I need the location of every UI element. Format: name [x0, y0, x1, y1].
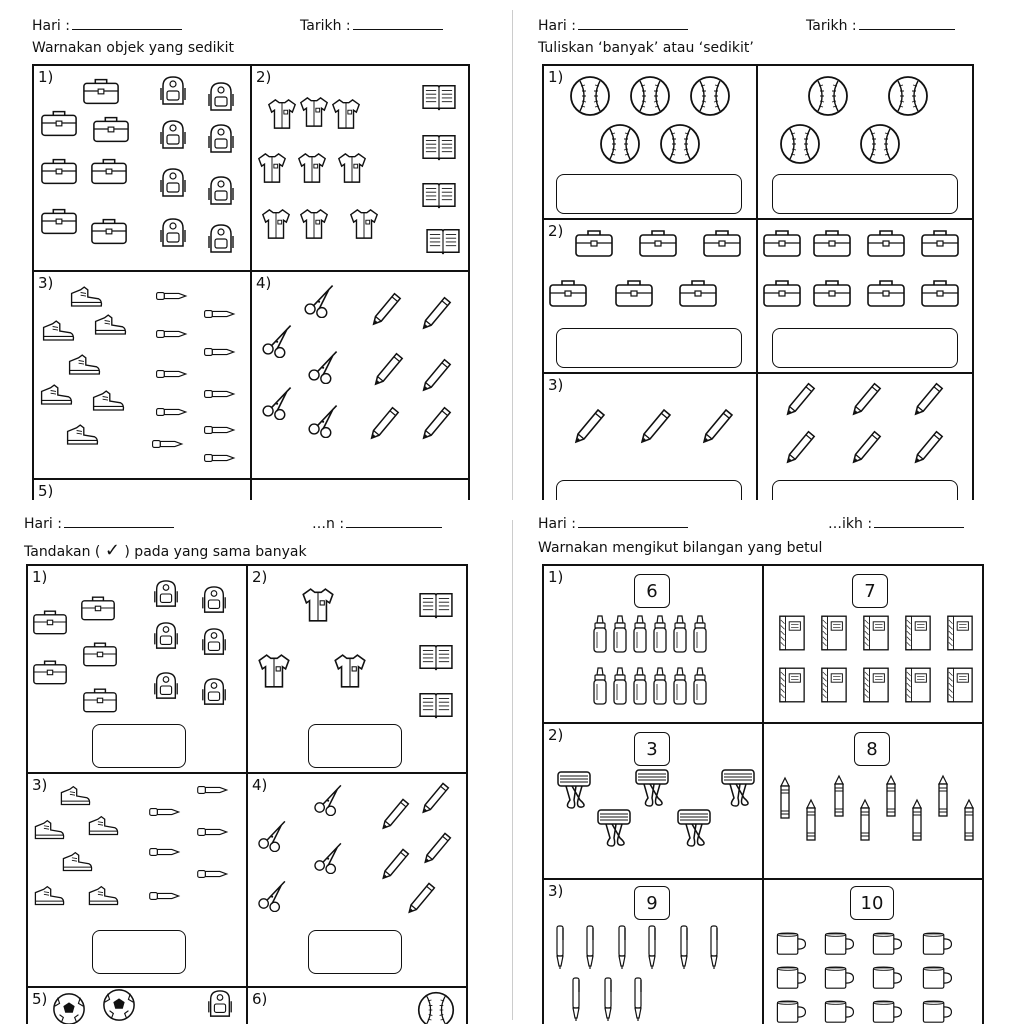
backpack-icon[interactable]	[158, 166, 188, 200]
crayon-icon[interactable]	[910, 798, 924, 844]
notebook-icon[interactable]	[904, 666, 932, 704]
school-bag-icon[interactable]	[548, 278, 588, 308]
backpack-icon[interactable]	[206, 988, 234, 1020]
glue-bottle-icon[interactable]	[632, 614, 648, 654]
hari-label: Hari :	[24, 516, 62, 532]
pen-icon[interactable]	[202, 388, 238, 400]
shirt-icon[interactable]	[256, 652, 292, 690]
school-bag-icon[interactable]	[82, 76, 120, 106]
pen-icon[interactable]	[154, 290, 190, 302]
mug-icon[interactable]	[822, 964, 856, 992]
worksheet-bottom-left	[0, 512, 500, 1024]
pen-icon[interactable]	[148, 806, 182, 818]
pen-icon[interactable]	[154, 328, 190, 340]
mug-icon[interactable]	[920, 998, 954, 1024]
row-3-left	[544, 374, 756, 500]
pencil-icon[interactable]	[780, 378, 818, 416]
glue-bottle-icon[interactable]	[652, 614, 668, 654]
book-icon[interactable]	[416, 590, 456, 620]
glue-bottle-icon[interactable]	[672, 666, 688, 706]
shirt-icon[interactable]	[298, 94, 330, 130]
cell-number: 5)	[32, 990, 48, 1008]
ballpoint-icon[interactable]	[616, 924, 628, 970]
binder-clip-icon[interactable]	[632, 768, 672, 808]
school-bag-icon[interactable]	[32, 658, 68, 686]
pencil-icon[interactable]	[368, 348, 406, 386]
row-1-right	[764, 566, 982, 722]
binder-clip-icon[interactable]	[554, 770, 594, 810]
crayon-icon[interactable]	[936, 774, 950, 820]
row-number: 3)	[548, 376, 564, 394]
baseball-icon[interactable]	[416, 990, 456, 1024]
mug-icon[interactable]	[920, 930, 954, 958]
row-number: 1)	[548, 568, 564, 586]
backpack-icon[interactable]	[206, 80, 236, 114]
pencil-icon[interactable]	[568, 404, 608, 444]
book-icon[interactable]	[420, 132, 458, 162]
school-bag-icon[interactable]	[812, 278, 852, 308]
cell-number: 1)	[32, 568, 48, 586]
exercise-cell-1	[28, 566, 246, 772]
pen-icon[interactable]	[148, 890, 182, 902]
mug-icon[interactable]	[774, 964, 808, 992]
shoe-icon[interactable]	[32, 818, 66, 842]
school-bag-icon[interactable]	[90, 216, 128, 246]
answer-box[interactable]	[308, 724, 402, 768]
row-2-left	[544, 724, 762, 878]
school-bag-icon[interactable]	[80, 594, 116, 622]
pen-icon[interactable]	[154, 406, 190, 418]
school-bag-icon[interactable]	[866, 278, 906, 308]
row-2-left	[544, 220, 756, 372]
shoe-icon[interactable]	[38, 382, 74, 408]
row-2-right	[758, 220, 974, 372]
notebook-icon[interactable]	[820, 666, 848, 704]
school-bag-icon[interactable]	[920, 278, 960, 308]
shoe-icon[interactable]	[68, 284, 104, 310]
baseball-icon[interactable]	[688, 74, 732, 118]
cell-number: 1)	[38, 68, 54, 86]
check-mark-icon: ✓	[104, 540, 120, 561]
school-bag-icon[interactable]	[762, 278, 802, 308]
book-icon[interactable]	[416, 642, 456, 672]
instruction-text	[24, 540, 307, 561]
school-bag-icon[interactable]	[574, 228, 614, 258]
exercise-cell-1	[34, 66, 250, 270]
mug-icon[interactable]	[870, 998, 904, 1024]
count-box: 6	[634, 574, 670, 608]
glue-bottle-icon[interactable]	[612, 666, 628, 706]
tarikh-field	[312, 516, 442, 532]
book-icon[interactable]	[420, 82, 458, 112]
shirt-icon[interactable]	[336, 150, 368, 186]
shoe-icon[interactable]	[66, 352, 102, 378]
ballpoint-icon[interactable]	[570, 976, 582, 1022]
baseball-icon[interactable]	[658, 122, 702, 166]
cell-number: 2)	[256, 68, 272, 86]
pen-icon[interactable]	[202, 452, 238, 464]
ballpoint-icon[interactable]	[584, 924, 596, 970]
binder-clip-icon[interactable]	[674, 808, 714, 848]
exercise-cell-2	[248, 566, 466, 772]
book-icon[interactable]	[420, 180, 458, 210]
pen-icon[interactable]	[154, 368, 190, 380]
school-bag-icon[interactable]	[40, 206, 78, 236]
glue-bottle-icon[interactable]	[692, 614, 708, 654]
pencil-icon[interactable]	[416, 402, 454, 440]
tarikh-label: Tarikh :	[806, 18, 857, 34]
shoe-icon[interactable]	[86, 814, 120, 838]
mug-icon[interactable]	[870, 930, 904, 958]
shirt-icon[interactable]	[296, 150, 328, 186]
shoe-icon[interactable]	[92, 312, 128, 338]
row-number: 3)	[548, 882, 564, 900]
shirt-icon[interactable]	[298, 206, 330, 242]
binder-clip-icon[interactable]	[594, 808, 634, 848]
count-box: 10	[850, 886, 894, 920]
backpack-icon[interactable]	[200, 676, 228, 708]
notebook-icon[interactable]	[820, 614, 848, 652]
pencil-icon[interactable]	[402, 878, 438, 914]
glue-bottle-icon[interactable]	[652, 666, 668, 706]
hari-field	[538, 18, 688, 34]
count-box: 9	[634, 886, 670, 920]
pencil-icon[interactable]	[846, 426, 884, 464]
baseball-icon[interactable]	[598, 122, 642, 166]
backpack-icon[interactable]	[152, 578, 180, 610]
hari-label: Hari :	[32, 18, 70, 34]
school-bag-icon[interactable]	[40, 156, 78, 186]
school-bag-icon[interactable]	[614, 278, 654, 308]
hari-label: Hari :	[538, 18, 576, 34]
row-1-left	[544, 566, 762, 722]
hari-label: Hari :	[538, 516, 576, 532]
scissors-icon[interactable]	[302, 282, 338, 318]
row-3-left	[544, 880, 762, 1024]
row-number: 1)	[548, 68, 564, 86]
school-bag-icon[interactable]	[82, 686, 118, 714]
binder-clip-icon[interactable]	[718, 768, 758, 808]
mug-icon[interactable]	[920, 964, 954, 992]
school-bag-icon[interactable]	[702, 228, 742, 258]
pencil-icon[interactable]	[780, 426, 818, 464]
pencil-icon[interactable]	[418, 828, 454, 864]
ballpoint-icon[interactable]	[646, 924, 658, 970]
tarikh-label: …ikh :	[828, 516, 873, 532]
scissors-icon[interactable]	[260, 384, 296, 420]
shirt-icon[interactable]	[256, 150, 288, 186]
glue-bottle-icon[interactable]	[612, 614, 628, 654]
pen-icon[interactable]	[196, 826, 230, 838]
notebook-icon[interactable]	[946, 614, 974, 652]
shirt-icon[interactable]	[266, 96, 298, 132]
ballpoint-icon[interactable]	[708, 924, 720, 970]
school-bag-icon[interactable]	[32, 608, 68, 636]
hari-field	[538, 516, 688, 532]
shoe-icon[interactable]	[86, 884, 120, 908]
school-bag-icon[interactable]	[638, 228, 678, 258]
pencil-icon[interactable]	[376, 844, 412, 880]
answer-box[interactable]	[772, 328, 958, 368]
glue-bottle-icon[interactable]	[692, 666, 708, 706]
pencil-icon[interactable]	[416, 354, 454, 392]
shirt-icon[interactable]	[348, 206, 380, 242]
book-icon[interactable]	[424, 226, 462, 256]
crayon-icon[interactable]	[804, 798, 818, 844]
answer-box[interactable]	[92, 930, 186, 974]
answer-box[interactable]	[92, 724, 186, 768]
exercise-cell-2	[252, 66, 470, 270]
cell-number: 3)	[32, 776, 48, 794]
scissors-icon[interactable]	[312, 782, 346, 816]
cell-number: 6)	[252, 990, 268, 1008]
shoe-icon[interactable]	[40, 318, 76, 344]
notebook-icon[interactable]	[862, 614, 890, 652]
pen-icon[interactable]	[196, 784, 230, 796]
ballpoint-icon[interactable]	[554, 924, 566, 970]
glue-bottle-icon[interactable]	[592, 666, 608, 706]
row-2-right	[764, 724, 982, 878]
mug-icon[interactable]	[870, 964, 904, 992]
mug-icon[interactable]	[822, 998, 856, 1024]
baseball-icon[interactable]	[628, 74, 672, 118]
notebook-icon[interactable]	[862, 666, 890, 704]
glue-bottle-icon[interactable]	[592, 614, 608, 654]
exercise-cell-3	[34, 272, 250, 478]
pencil-icon[interactable]	[634, 404, 674, 444]
exercise-cell-5	[34, 480, 470, 500]
crayon-icon[interactable]	[778, 776, 792, 822]
school-bag-icon[interactable]	[920, 228, 960, 258]
baseball-icon[interactable]	[778, 122, 822, 166]
school-bag-icon[interactable]	[90, 156, 128, 186]
backpack-icon[interactable]	[158, 216, 188, 250]
school-bag-icon[interactable]	[762, 228, 802, 258]
row-1-left	[544, 66, 756, 218]
school-bag-icon[interactable]	[866, 228, 906, 258]
instruction-text: Warnakan mengikut bilangan yang betul	[538, 540, 823, 556]
hari-field	[32, 18, 182, 34]
baseball-icon[interactable]	[806, 74, 850, 118]
soccer-ball-icon[interactable]	[52, 992, 86, 1024]
cell-number: 5)	[38, 482, 54, 500]
backpack-icon[interactable]	[152, 620, 180, 652]
instruction-text: Tuliskan ‘banyak’ atau ‘sedikit’	[538, 40, 754, 56]
scissors-icon[interactable]	[306, 348, 342, 384]
exercise-cell-6	[248, 988, 466, 1024]
instruction-before: Tandakan (	[24, 544, 101, 560]
crayon-icon[interactable]	[962, 798, 976, 844]
scissors-icon[interactable]	[306, 402, 342, 438]
pen-icon[interactable]	[150, 438, 186, 450]
exercise-cell-4	[252, 272, 470, 478]
row-3-right	[764, 880, 982, 1024]
pen-icon[interactable]	[202, 346, 238, 358]
school-bag-icon[interactable]	[812, 228, 852, 258]
answer-box[interactable]	[772, 480, 958, 500]
answer-box[interactable]	[772, 174, 958, 214]
pencil-icon[interactable]	[416, 292, 454, 330]
pencil-icon[interactable]	[364, 402, 402, 440]
exercise-grid	[32, 64, 470, 500]
worksheet-bottom-right	[512, 512, 1024, 1024]
crayon-icon[interactable]	[832, 774, 846, 820]
scissors-icon[interactable]	[256, 878, 290, 912]
mug-icon[interactable]	[774, 998, 808, 1024]
baseball-icon[interactable]	[568, 74, 612, 118]
pencil-icon[interactable]	[908, 426, 946, 464]
ballpoint-icon[interactable]	[678, 924, 690, 970]
school-bag-icon[interactable]	[678, 278, 718, 308]
row-number: 2)	[548, 222, 564, 240]
row-number: 2)	[548, 726, 564, 744]
shirt-icon[interactable]	[332, 652, 368, 690]
crayon-icon[interactable]	[884, 774, 898, 820]
shoe-icon[interactable]	[32, 884, 66, 908]
shirt-icon[interactable]	[330, 96, 362, 132]
shoe-icon[interactable]	[60, 850, 94, 874]
exercise-cell-4	[248, 774, 466, 986]
answer-box[interactable]	[308, 930, 402, 974]
worksheet-top-right	[512, 0, 1024, 500]
tarikh-field	[300, 18, 443, 34]
cell-number: 4)	[252, 776, 268, 794]
soccer-ball-icon[interactable]	[102, 988, 136, 1022]
pen-icon[interactable]	[148, 846, 182, 858]
row-1-right	[758, 66, 974, 218]
answer-box[interactable]	[556, 480, 742, 500]
pen-icon[interactable]	[202, 308, 238, 320]
scissors-icon[interactable]	[312, 840, 346, 874]
book-icon[interactable]	[416, 690, 456, 720]
crayon-icon[interactable]	[858, 798, 872, 844]
shirt-icon[interactable]	[300, 586, 336, 624]
tarikh-label: Tarikh :	[300, 18, 351, 34]
pen-icon[interactable]	[196, 868, 230, 880]
glue-bottle-icon[interactable]	[632, 666, 648, 706]
backpack-icon[interactable]	[206, 122, 236, 156]
shoe-icon[interactable]	[64, 422, 100, 448]
ballpoint-icon[interactable]	[602, 976, 614, 1022]
ballpoint-icon[interactable]	[632, 976, 644, 1022]
backpack-icon[interactable]	[158, 74, 188, 108]
count-box: 3	[634, 732, 670, 766]
pencil-icon[interactable]	[416, 778, 452, 814]
notebook-icon[interactable]	[946, 666, 974, 704]
exercise-grid	[542, 64, 974, 500]
notebook-icon[interactable]	[778, 666, 806, 704]
notebook-icon[interactable]	[778, 614, 806, 652]
baseball-icon[interactable]	[886, 74, 930, 118]
glue-bottle-icon[interactable]	[672, 614, 688, 654]
backpack-icon[interactable]	[152, 670, 180, 702]
answer-box[interactable]	[556, 174, 742, 214]
count-box: 8	[854, 732, 890, 766]
mug-icon[interactable]	[822, 930, 856, 958]
backpack-icon[interactable]	[200, 584, 228, 616]
backpack-icon[interactable]	[200, 626, 228, 658]
tarikh-field	[806, 18, 955, 34]
pencil-icon[interactable]	[366, 288, 404, 326]
exercise-cell-5	[28, 988, 246, 1024]
pencil-icon[interactable]	[696, 404, 736, 444]
scissors-icon[interactable]	[256, 818, 290, 852]
pencil-icon[interactable]	[376, 794, 412, 830]
shoe-icon[interactable]	[58, 784, 92, 808]
backpack-icon[interactable]	[206, 222, 236, 256]
exercise-grid	[26, 564, 468, 1024]
exercise-grid	[542, 564, 984, 1024]
row-3-right	[758, 374, 974, 500]
tarikh-label: …n :	[312, 516, 345, 532]
tarikh-field	[828, 516, 964, 532]
scissors-icon[interactable]	[260, 322, 296, 358]
cell-number: 4)	[256, 274, 272, 292]
notebook-icon[interactable]	[904, 614, 932, 652]
school-bag-icon[interactable]	[40, 108, 78, 138]
instruction-text: Warnakan objek yang sedikit	[32, 40, 235, 56]
cell-number: 3)	[38, 274, 54, 292]
baseball-icon[interactable]	[858, 122, 902, 166]
shoe-icon[interactable]	[90, 388, 126, 414]
backpack-icon[interactable]	[158, 118, 188, 152]
instruction-after: ) pada yang sama banyak	[124, 544, 307, 560]
cell-number: 2)	[252, 568, 268, 586]
pen-icon[interactable]	[202, 424, 238, 436]
pencil-icon[interactable]	[908, 378, 946, 416]
hari-field	[24, 516, 174, 532]
worksheet-top-left	[0, 0, 500, 500]
school-bag-icon[interactable]	[82, 640, 118, 668]
exercise-cell-3	[28, 774, 246, 986]
backpack-icon[interactable]	[206, 174, 236, 208]
school-bag-icon[interactable]	[92, 114, 130, 144]
answer-box[interactable]	[556, 328, 742, 368]
count-box: 7	[852, 574, 888, 608]
pencil-icon[interactable]	[846, 378, 884, 416]
shirt-icon[interactable]	[260, 206, 292, 242]
mug-icon[interactable]	[774, 930, 808, 958]
